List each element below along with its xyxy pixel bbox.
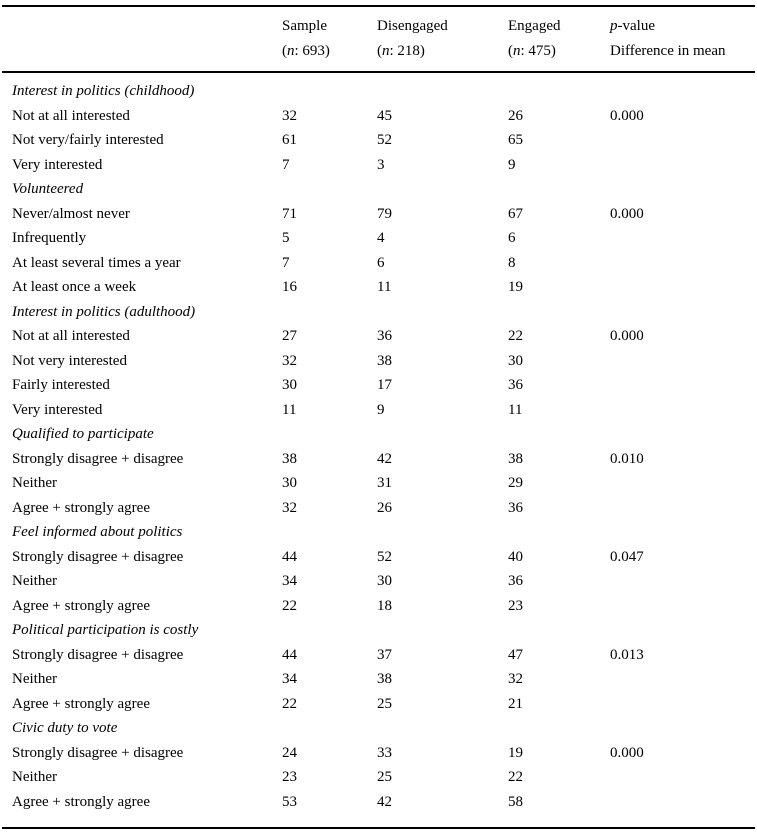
header-sample-n [282, 39, 377, 64]
engaged-value: 23 [508, 597, 523, 614]
sample-value: 16 [282, 279, 297, 295]
sample-value: 30 [282, 377, 297, 393]
p-value: 0.000 [610, 744, 644, 761]
n-symbol: n [513, 43, 521, 59]
row-label: Strongly disagree + disagree [12, 548, 184, 565]
p-value [610, 128, 749, 153]
section-row [0, 79, 757, 104]
disengaged-value [377, 177, 508, 202]
row-label: Agree + strongly agree [12, 499, 150, 516]
disengaged-value: 11 [377, 279, 392, 295]
sample-value: 5 [282, 230, 290, 246]
table-header [0, 7, 757, 71]
p-value [610, 716, 749, 741]
p-value [610, 275, 749, 300]
table-row [0, 594, 757, 619]
p-value [610, 594, 749, 619]
table-row [0, 128, 757, 153]
sample-value: 7 [282, 254, 290, 271]
bottom-rule [2, 827, 755, 829]
row-label: Volunteered [12, 181, 84, 197]
p-value [610, 667, 749, 692]
p-value [610, 692, 749, 717]
table-row [0, 153, 757, 178]
row-label: Strongly disagree + disagree [12, 646, 184, 663]
header-sample-label: Sample [282, 18, 327, 34]
engaged-value: 47 [508, 646, 523, 663]
sample-value: 23 [282, 769, 297, 785]
table-row [0, 251, 757, 276]
sample-value [282, 618, 377, 643]
table-row [0, 447, 757, 472]
table-row [0, 741, 757, 766]
engaged-value [508, 300, 610, 325]
engaged-value: 58 [508, 793, 523, 810]
table-row [0, 790, 757, 815]
table-row [0, 373, 757, 398]
sample-value: 53 [282, 793, 297, 810]
engaged-value: 36 [508, 377, 523, 393]
p-value [610, 79, 749, 104]
engaged-value [508, 79, 610, 104]
disengaged-value: 25 [377, 769, 392, 785]
paren-open: ( [377, 43, 382, 59]
disengaged-value: 52 [377, 132, 392, 148]
engaged-value: 26 [508, 107, 523, 124]
table-row [0, 496, 757, 521]
disengaged-value: 42 [377, 793, 392, 810]
header-engaged-label: Engaged [508, 18, 561, 34]
table-row [0, 692, 757, 717]
engaged-value: 29 [508, 475, 523, 491]
sample-value: 32 [282, 107, 297, 124]
p-value [610, 471, 749, 496]
engaged-value [508, 716, 610, 741]
disengaged-value: 79 [377, 205, 392, 222]
sample-value [282, 520, 377, 545]
disengaged-value: 6 [377, 254, 385, 271]
disengaged-value: 52 [377, 548, 392, 565]
table-row [0, 765, 757, 790]
engaged-value [508, 422, 610, 447]
p-value: 0.047 [610, 548, 644, 565]
row-label: Agree + strongly agree [12, 597, 150, 614]
sample-value: 44 [282, 548, 297, 565]
row-label: Feel informed about politics [12, 524, 183, 540]
p-value: 0.010 [610, 450, 644, 467]
row-label: Civic duty to vote [12, 720, 118, 736]
disengaged-value [377, 422, 508, 447]
p-value [610, 618, 749, 643]
p-value [610, 520, 749, 545]
disengaged-value: 31 [377, 475, 392, 491]
disengaged-value: 42 [377, 450, 392, 467]
row-label: Neither [12, 769, 57, 785]
table-row [0, 202, 757, 227]
disengaged-value: 30 [377, 573, 392, 589]
engaged-value: 19 [508, 744, 523, 761]
engaged-value: 6 [508, 230, 516, 246]
disengaged-value: 26 [377, 499, 392, 516]
disengaged-value [377, 300, 508, 325]
table-row [0, 349, 757, 374]
section-row [0, 422, 757, 447]
row-label: Political participation is costly [12, 622, 199, 638]
engaged-value: 11 [508, 401, 523, 418]
engaged-value: 38 [508, 450, 523, 467]
disengaged-value: 38 [377, 352, 392, 369]
row-label: Not at all interested [12, 328, 130, 344]
sample-value [282, 300, 377, 325]
p-value [610, 226, 749, 251]
section-row [0, 618, 757, 643]
sample-value [282, 716, 377, 741]
disengaged-value: 9 [377, 401, 385, 418]
p-value: 0.000 [610, 107, 644, 124]
n-count: : 218) [389, 43, 425, 59]
p-value [610, 373, 749, 398]
sample-value: 38 [282, 450, 297, 467]
disengaged-value [377, 79, 508, 104]
disengaged-value: 17 [377, 377, 392, 393]
sample-value: 71 [282, 205, 297, 222]
p-value [610, 422, 749, 447]
sample-value: 22 [282, 695, 297, 712]
row-label: Agree + strongly agree [12, 695, 150, 712]
p-value [610, 153, 749, 178]
p-value [610, 496, 749, 521]
table-row [0, 104, 757, 129]
row-label: Infrequently [12, 230, 87, 246]
sample-value: 24 [282, 744, 297, 761]
n-count: : 475) [520, 43, 556, 59]
row-label: Qualified to participate [12, 426, 154, 442]
disengaged-value [377, 716, 508, 741]
row-label: Strongly disagree + disagree [12, 450, 184, 467]
table-row [0, 398, 757, 423]
disengaged-value: 4 [377, 230, 385, 246]
sample-value: 22 [282, 597, 297, 614]
sample-value: 34 [282, 573, 297, 589]
engaged-value: 32 [508, 671, 523, 687]
p-value [610, 569, 749, 594]
engaged-value [508, 177, 610, 202]
engaged-value: 65 [508, 132, 523, 148]
engaged-value: 30 [508, 352, 523, 369]
engaged-value: 8 [508, 254, 516, 271]
sample-value: 27 [282, 328, 297, 344]
row-label: Very interested [12, 401, 103, 418]
sample-value [282, 79, 377, 104]
engaged-value: 9 [508, 156, 516, 173]
engaged-value: 22 [508, 769, 523, 785]
section-row [0, 300, 757, 325]
row-label: At least once a week [12, 279, 137, 295]
header-spacer [12, 14, 282, 64]
n-symbol: n [287, 43, 295, 59]
n-count: : 693) [294, 43, 330, 59]
header-pvalue-line2: Difference in mean [610, 43, 726, 59]
table-row [0, 643, 757, 668]
row-label: Neither [12, 475, 57, 491]
disengaged-value [377, 520, 508, 545]
header-disengaged-n [377, 39, 508, 64]
sample-value: 61 [282, 132, 297, 148]
engaged-value: 67 [508, 205, 523, 222]
sample-value: 7 [282, 156, 290, 173]
header-col-pvalue [610, 14, 749, 64]
engaged-value: 22 [508, 328, 523, 344]
sample-value: 11 [282, 401, 297, 418]
table-row [0, 226, 757, 251]
sample-value [282, 177, 377, 202]
table-row [0, 324, 757, 349]
sample-value: 30 [282, 475, 297, 491]
engaged-value: 36 [508, 499, 523, 516]
row-label: Not very/fairly interested [12, 132, 164, 148]
header-col-disengaged [377, 14, 508, 64]
p-symbol: p [610, 18, 618, 34]
table-body [0, 73, 757, 827]
row-label: Strongly disagree + disagree [12, 744, 184, 761]
disengaged-value: 3 [377, 156, 385, 173]
header-disengaged-label: Disengaged [377, 18, 448, 34]
p-value [610, 765, 749, 790]
header-col-engaged [508, 14, 610, 64]
row-label: Interest in politics (childhood) [12, 83, 195, 99]
p-value [610, 398, 749, 423]
row-label: Neither [12, 671, 57, 687]
p-value [610, 300, 749, 325]
p-value: 0.013 [610, 646, 644, 663]
n-symbol: n [382, 43, 390, 59]
disengaged-value: 18 [377, 597, 392, 614]
paren-open: ( [508, 43, 513, 59]
table-row [0, 569, 757, 594]
engaged-value [508, 520, 610, 545]
row-label: Agree + strongly agree [12, 793, 150, 810]
row-label: Not at all interested [12, 107, 130, 124]
table-row [0, 545, 757, 570]
row-label: At least several times a year [12, 254, 181, 271]
p-value [610, 349, 749, 374]
engaged-value: 40 [508, 548, 523, 565]
header-engaged-n [508, 39, 610, 64]
disengaged-value: 33 [377, 744, 392, 761]
row-label: Never/almost never [12, 205, 130, 222]
p-value [610, 251, 749, 276]
header-pvalue-label [610, 14, 749, 39]
row-label: Fairly interested [12, 377, 110, 393]
disengaged-value [377, 618, 508, 643]
section-row [0, 520, 757, 545]
section-row [0, 716, 757, 741]
table-row [0, 471, 757, 496]
pvalue-suffix: -value [617, 18, 655, 34]
p-value: 0.000 [610, 205, 644, 222]
engaged-value: 36 [508, 573, 523, 589]
row-label: Not very interested [12, 352, 127, 369]
engaged-value: 21 [508, 695, 523, 712]
sample-value: 32 [282, 352, 297, 369]
row-label: Very interested [12, 156, 103, 173]
section-row [0, 177, 757, 202]
disengaged-value: 37 [377, 646, 392, 663]
table-row [0, 667, 757, 692]
header-col-sample [282, 14, 377, 64]
paren-open: ( [282, 43, 287, 59]
sample-value: 34 [282, 671, 297, 687]
row-label: Interest in politics (adulthood) [12, 303, 196, 320]
engaged-value: 19 [508, 279, 523, 295]
p-value [610, 790, 749, 815]
disengaged-value: 45 [377, 107, 392, 124]
disengaged-value: 38 [377, 671, 392, 687]
sample-value: 44 [282, 646, 297, 663]
disengaged-value: 36 [377, 328, 392, 344]
table-row [0, 275, 757, 300]
sample-value: 32 [282, 499, 297, 516]
p-value [610, 177, 749, 202]
row-label: Neither [12, 573, 57, 589]
sample-value [282, 422, 377, 447]
engaged-value [508, 618, 610, 643]
p-value: 0.000 [610, 328, 644, 344]
disengaged-value: 25 [377, 695, 392, 712]
